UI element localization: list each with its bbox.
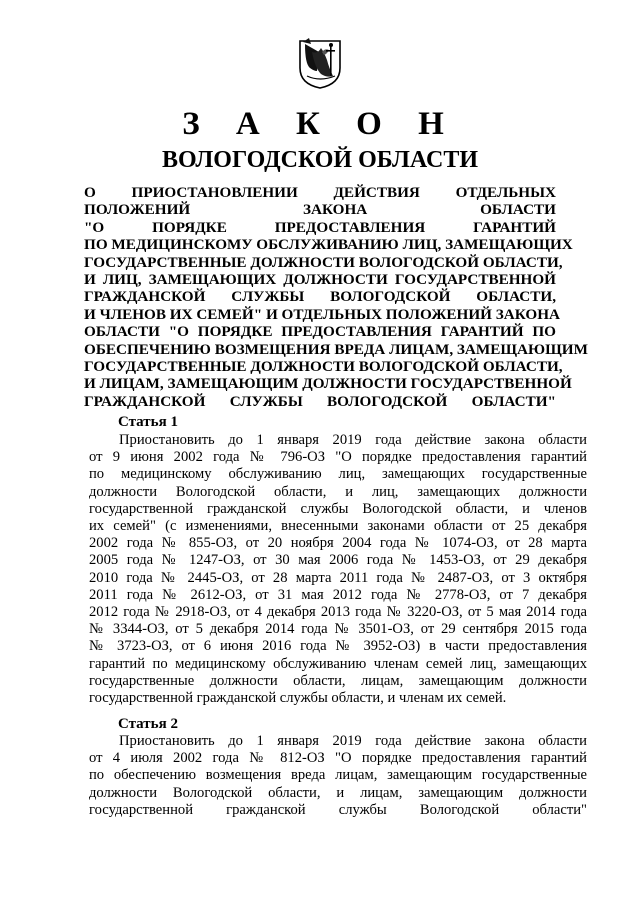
- article-line: Приостановить до 1 января 2019 года действие закона области: [119, 733, 587, 749]
- article-line: от 4 июля 2002 года № 812-ОЗ "О порядке предоставления гарантий: [89, 750, 587, 767]
- article-line: должности Вологодской области, и лицам, замещающим должности: [89, 784, 587, 801]
- vologda-coat-of-arms-icon: [297, 38, 343, 90]
- article-line: по обеспечению возмещения вреда лицам, замещающим государственные: [89, 767, 587, 784]
- article-line: № 3344-ОЗ, от 5 декабря 2014 года № 3501-ОЗ, от 29 сентября 2015 года: [89, 621, 587, 638]
- subtitle-line: ОБЛАСТИ "О ПОРЯДКЕ ПРЕДОСТАВЛЕНИЯ ГАРАНТИЙ ПО: [84, 323, 556, 341]
- article-line: от 9 июня 2002 года № 796-ОЗ "О порядке предоставления гарантий: [89, 449, 587, 466]
- subtitle-line: И ЛИЦАМ, ЗАМЕЩАЮЩИМ ДОЛЖНОСТИ ГОСУДАРСТВЕННОЙ: [84, 375, 572, 393]
- subtitle-line: И ЛИЦ, ЗАМЕЩАЮЩИХ ДОЛЖНОСТИ ГОСУДАРСТВЕННОЙ: [84, 271, 556, 289]
- article-2-text: [89, 733, 587, 819]
- article-line: 2011 года № 2612-ОЗ, от 31 мая 2012 года № 2778-ОЗ, от 7 декабря: [89, 586, 587, 603]
- subtitle-line: О ПРИОСТАНОВЛЕНИИ ДЕЙСТВИЯ ОТДЕЛЬНЫХ: [84, 184, 556, 201]
- document-title: З А К О Н: [182, 106, 458, 142]
- subtitle-line: ОБЕСПЕЧЕНИЮ ВОЗМЕЩЕНИЯ ВРЕДА ЛИЦАМ, ЗАМЕЩАЮЩИМ: [84, 340, 588, 358]
- article-line: их семей" (с изменениями, внесенными законами области от 25 декабря: [89, 518, 587, 535]
- subtitle-line: И ЧЛЕНОВ ИХ СЕМЕЙ" И ОТДЕЛЬНЫХ ПОЛОЖЕНИЙ ЗАКОНА: [84, 305, 560, 323]
- article-line: Приостановить до 1 января 2019 года действие закона области: [119, 432, 587, 448]
- subtitle-line: ГРАЖДАНСКОЙ СЛУЖБЫ ВОЛОГОДСКОЙ ОБЛАСТИ": [84, 392, 556, 410]
- article-line: № 3723-ОЗ, от 6 июня 2016 года № 3952-ОЗ) в части предоставления: [89, 638, 587, 655]
- article-line: 2012 года № 2918-ОЗ, от 4 декабря 2013 года № 3220-ОЗ, от 5 мая 2014 года: [89, 604, 587, 621]
- article-line: государственной гражданской службы Вологодской области, и членов: [89, 500, 587, 517]
- article-2-heading: Статья 2: [118, 716, 178, 732]
- article-line: 2002 года № 855-ОЗ, от 20 ноября 2004 года № 1074-ОЗ, от 28 марта: [89, 535, 587, 552]
- article-line: государственной гражданской службы Вологодской области": [89, 801, 587, 818]
- article-1-text: [89, 432, 587, 707]
- article-1-heading: Статья 1: [118, 414, 178, 430]
- subtitle-line: ГРАЖДАНСКОЙ СЛУЖБЫ ВОЛОГОДСКОЙ ОБЛАСТИ,: [84, 288, 556, 306]
- subtitle-line: "О ПОРЯДКЕ ПРЕДОСТАВЛЕНИЯ ГАРАНТИЙ: [84, 218, 556, 236]
- region-title: ВОЛОГОДСКОЙ ОБЛАСТИ: [161, 147, 479, 173]
- subtitle-line: ГОСУДАРСТВЕННЫЕ ДОЛЖНОСТИ ВОЛОГОДСКОЙ ОБЛАСТИ,: [84, 358, 563, 376]
- article-line: 2005 года № 1247-ОЗ, от 30 мая 2006 года № 1453-ОЗ, от 29 декабря: [89, 552, 587, 569]
- article-line: 2010 года № 2445-ОЗ, от 28 марта 2011 года № 2487-ОЗ, от 3 октября: [89, 569, 587, 586]
- subtitle-line: ПО МЕДИЦИНСКОМУ ОБСЛУЖИВАНИЮ ЛИЦ, ЗАМЕЩАЮЩИХ: [84, 236, 573, 254]
- subtitle-line: ПОЛОЖЕНИЙ ЗАКОНА ОБЛАСТИ: [84, 201, 556, 219]
- article-line: должности Вологодской области, и лиц, замещающих должности: [89, 483, 587, 500]
- article-line: государственные должности области, лицам, замещающим должности: [89, 672, 587, 689]
- article-line: по медицинскому обслуживанию лиц, замещающих государственные: [89, 466, 587, 483]
- article-line: государственной гражданской службы области, и членам их семей.: [89, 690, 507, 707]
- article-line: гарантий по медицинскому обслуживанию членам семей лиц, замещающих: [89, 655, 587, 672]
- subtitle-line: ГОСУДАРСТВЕННЫЕ ДОЛЖНОСТИ ВОЛОГОДСКОЙ ОБЛАСТИ,: [84, 253, 563, 271]
- law-subtitle: [84, 184, 588, 410]
